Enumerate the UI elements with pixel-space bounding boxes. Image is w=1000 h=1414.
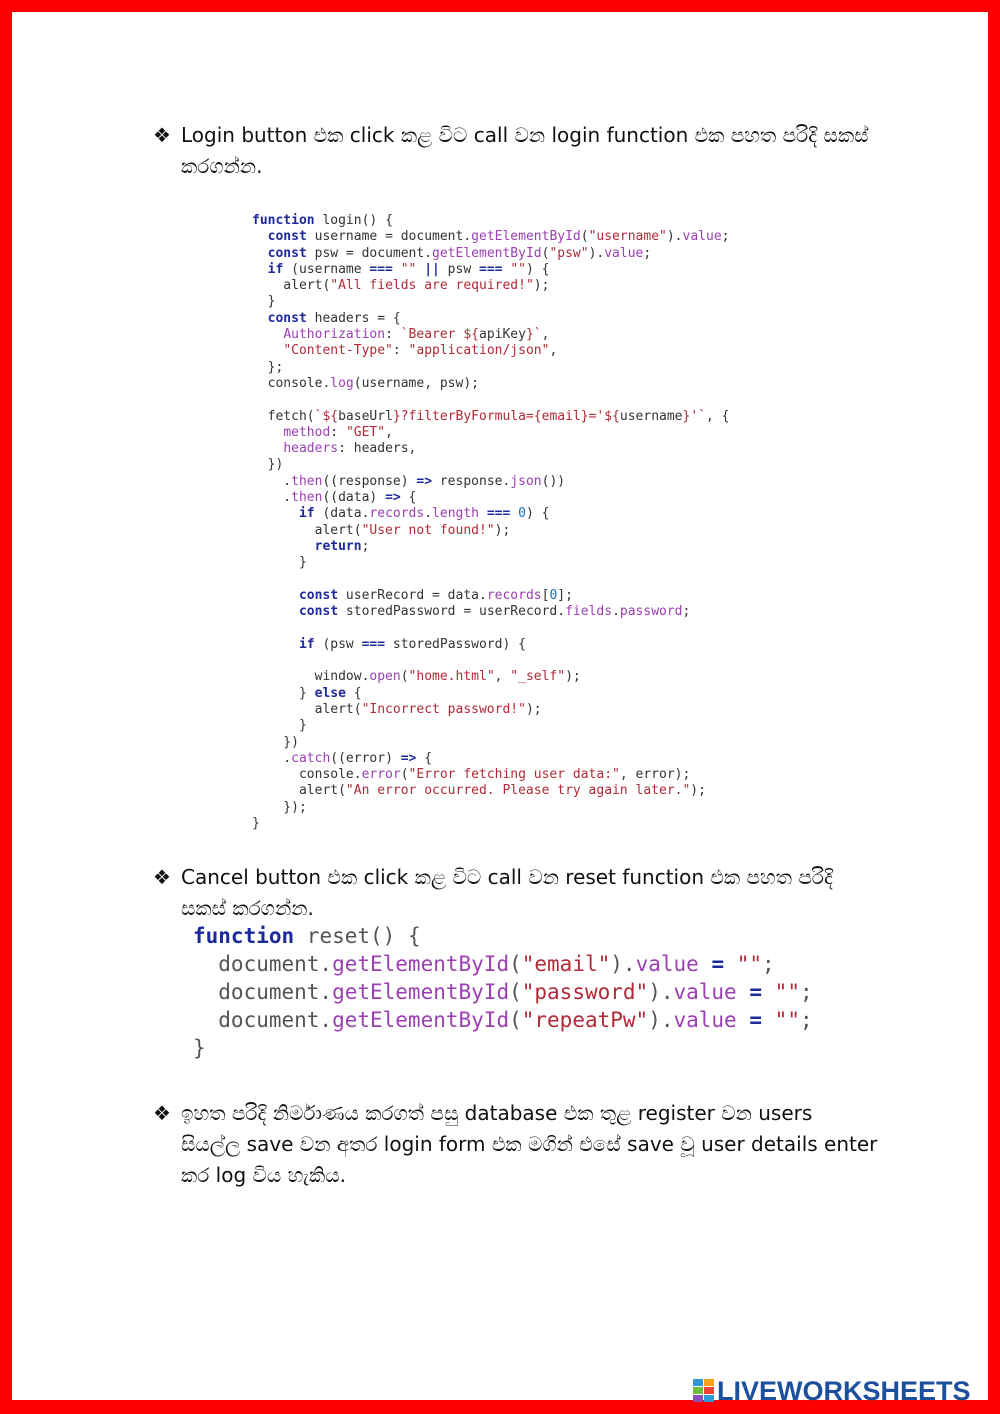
instruction-login: [153, 120, 883, 182]
instruction-line: සකස් කරගන්න.: [181, 896, 314, 920]
liveworksheets-logo-icon: [693, 1379, 715, 1403]
reset-function-code: function reset() { document.getElementById("email").value = ""; document.getElementById("password").value = ""; document.getElementById("repeatPw").value = ""; }: [193, 924, 813, 1060]
instruction-line: Login button එක click කළ විට call වන login function එක පහත පරිදි සකස්: [181, 123, 869, 147]
brand-name: LIVEWORKSHEETS: [717, 1375, 971, 1406]
bullet-icon: ❖: [153, 865, 171, 889]
instruction-line: ඉහත පරිදි නිර්මාණය කරගත් පසු database එක තුළ register වන users: [181, 1101, 813, 1125]
instruction-line: කරගන්න.: [181, 154, 263, 178]
instruction-line: කර log විය හැකිය.: [181, 1163, 346, 1187]
instruction-line: Cancel button එක click කළ විට call වන reset function එක පහත පරිදි: [181, 865, 833, 889]
instruction-line: සියල්ල save වන අතර login form එක මගින් එසේ save වූ user details enter: [181, 1132, 878, 1156]
bullet-icon: ❖: [153, 1101, 171, 1125]
bullet-icon: ❖: [153, 123, 171, 147]
instruction-cancel: [153, 862, 883, 924]
login-function-code: function login() { const username = document.getElementById("username").value; const psw = document.getElementById("psw").value; if (username === "" || psw === "") { alert("All fields are required!"); } const headers = { Authorization: `Bearer ${apiKey}`, "Content-Type": "application/json", }; console.log(username, psw); fetch(`${baseUrl}?filterByFormula={email}='${username}'`, { method: "GET", headers: headers, }) .then((response) => response.json()) .then((data) => { if (data.records.length === 0) { alert("User not found!"); return; } const userRecord = data.records[0]; const storedPassword = userRecord.fields.password; if (psw === storedPassword) { window.open("home.html", "_self"); } else { alert("Incorrect password!"); } }) .catch((error) => { console.error("Error fetching user data:", error); alert("An error occurred. Please try again later."); }); }: [252, 213, 730, 831]
liveworksheets-logo: [693, 1376, 971, 1406]
instruction-summary: [153, 1098, 883, 1191]
